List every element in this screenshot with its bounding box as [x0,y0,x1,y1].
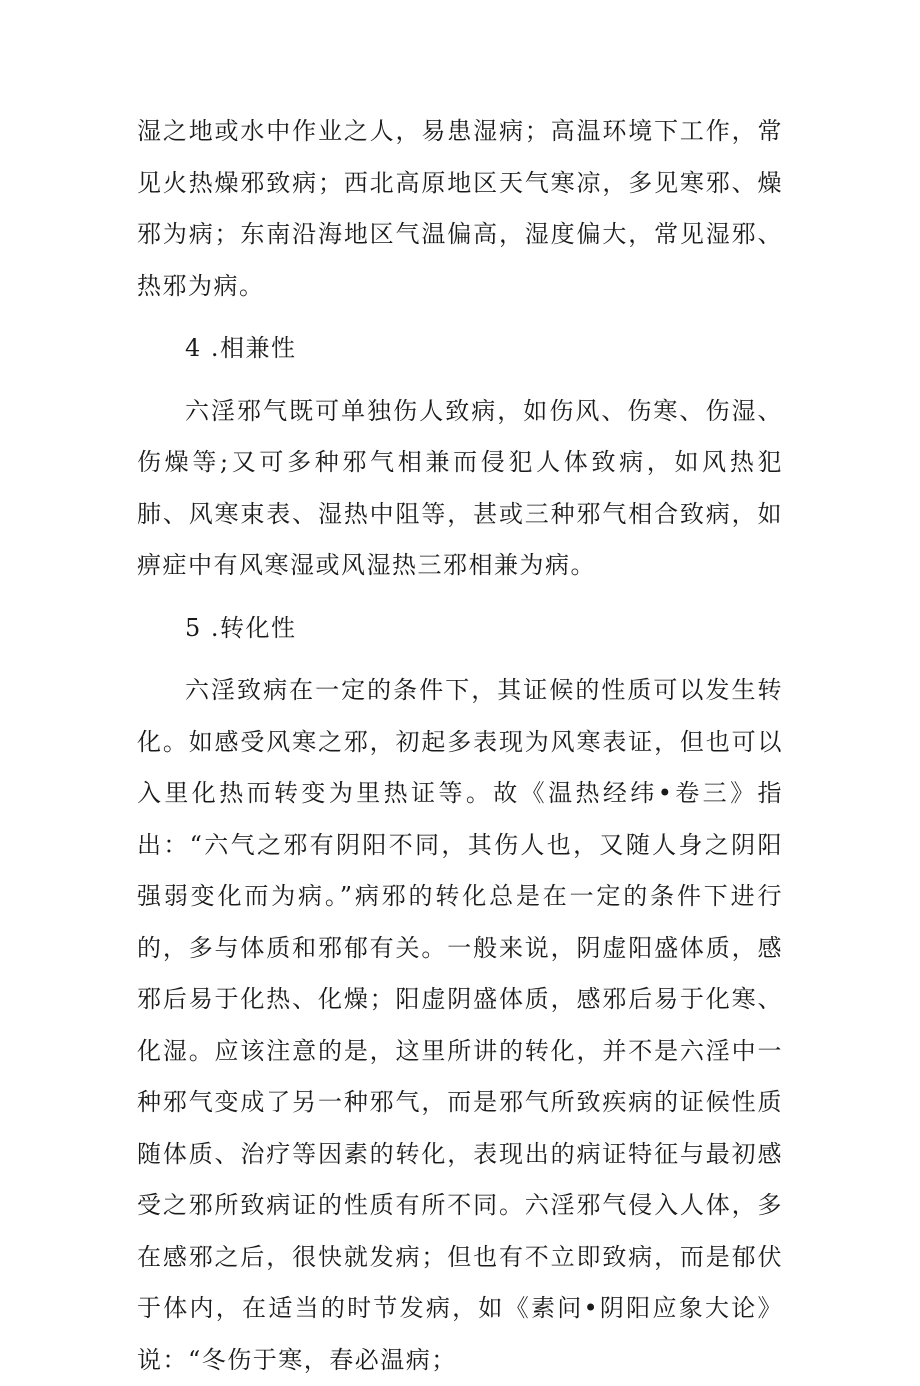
section-heading-transformation: 5 .转化性 [185,613,297,642]
document-body [137,106,783,1386]
section-heading-compatibility: 4 .相兼性 [185,334,297,362]
paragraph-transformation: 六淫致病在一定的条件下，其证候的性质可以发生转化。如感受风寒之邪，初起多表现为风寒表证，但也可以入里化热而转变为里热证等。故《温热经纬•卷三》指出：“六气之邪有阴阳不同，其伤人也，又随人身之阴阳强弱变化而为病。”病邪的转化总是在一定的条件下进行的，多与体质和邪郁有关。一般来说，阴虚阳盛体质，感邪后易于化热、化燥；阳虚阴盛体质，感邪后易于化寒、化湿。应该注意的是，这里所讲的转化，并不是六淫中一种邪气变成了另一种邪气，而是邪气所致疾病的证候性质随体质、治疗等因素的转化，表现出的病证特征与最初感受之邪所致病证的性质有所不同。六淫邪气侵入人体，多在感邪之后，很快就发病；但也有不立即致病，而是郁伏于体内，在适当的时节发病，如《素问•阴阳应象大论》说：“冬伤于寒，春必温病； [137,676,783,1374]
paragraph-compatibility: 六淫邪气既可单独伤人致病，如伤风、伤寒、伤湿、伤燥等;又可多种邪气相兼而侵犯人体致病，如风热犯肺、风寒束表、湿热中阻等，甚或三种邪气相合致病，如痹症中有风寒湿或风湿热三邪相兼为病。 [137,396,783,579]
paragraph-continuation: 湿之地或水中作业之人，易患湿病；高温环境下工作，常见火热燥邪致病；西北高原地区天气寒凉，多见寒邪、燥邪为病；东南沿海地区气温偏高，湿度偏大，常见湿邪、热邪为病。 [137,117,783,300]
